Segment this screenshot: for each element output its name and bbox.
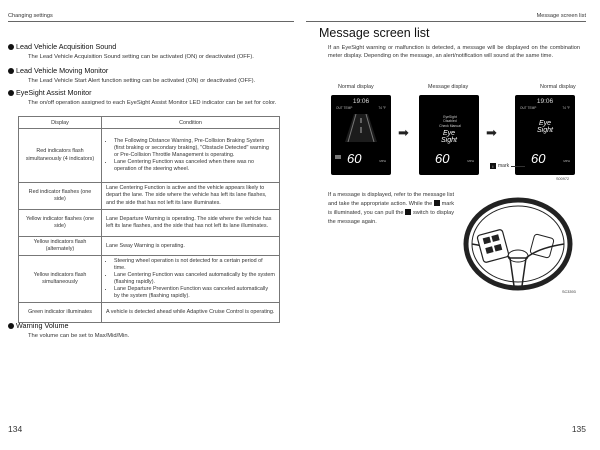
running-head: Message screen list [536,13,586,19]
bullet-icon [8,90,14,96]
table-row [19,303,280,323]
condition-item: • Steering wheel operation is not detected for a certain period of time. [114,258,275,272]
vehicle-status-icon [334,153,342,161]
display-cell: Green indicator illuminates [19,303,102,323]
right-page [300,0,600,450]
condition-cell: A vehicle is detected ahead while Adaptive Cruise Control is operating. [102,303,280,323]
section-body: The volume can be set to Max/Mid/Min. [28,333,130,339]
column-header-condition: Condition [102,117,280,129]
condition-item: • The Following Distance Warning, Pre-Collision Braking System (first braking or secondary braking), "Obstacle Detected" warning or Pre-Collision Throttle Management is operating. [114,138,275,159]
display-cell: Yellow indicator flashes (one side) [19,210,102,237]
display-cell: Yellow indicators flash (alternately) [19,237,102,256]
bullet-icon [8,68,14,74]
table-row [19,183,280,210]
page-number: 134 [8,424,23,434]
column-header-display: Display [19,117,102,129]
table-row [19,210,280,237]
table-header-row [19,117,280,129]
message-mark-icon [434,200,440,206]
condition-cell: Lane Departure Warning is operating. The side where the vehicle has left its lane flashes, and the side that has not left its lane illuminates. [102,210,280,237]
section-title: Lead Vehicle Acquisition Sound [16,42,117,51]
message-mark-icon: i [490,163,496,169]
section-lead-vehicle-acquisition-sound [8,42,280,62]
body-paragraph: If a message is displayed, refer to the message list and take the appropriate action. While the mark is illuminated, you can pull the switch to display the message again. [328,192,454,225]
bullet-icon [8,44,14,50]
clock: 19:06 [352,98,370,105]
speed-readout: 60 [435,151,450,166]
condition-cell: Lane Sway Warning is operating. [102,237,280,256]
meter-screen-normal [331,95,391,175]
section-title: Warning Volume [16,321,69,330]
display-label: Normal display [540,84,576,90]
display-label: Normal display [338,84,374,90]
condition-cell: Lane Centering Function is active and the vehicle appears likely to depart the lane. The side where the vehicle has left its lane flashes, and the side that has not left its lane illuminates. [102,183,280,210]
display-label: Message display [428,84,469,90]
switch-icon [405,209,411,215]
intro-paragraph: If an EyeSight warning or malfunction is detected, a message will be displayed on the combination meter display. Depending on the message, an alert/notification will sound at the same time. [328,45,580,60]
eyesight-assist-monitor-table [18,116,280,323]
section-eyesight-assist-monitor [8,88,280,108]
section-body: The Lead Vehicle Acquisition Sound setting can be activated (ON) or deactivated (OFF). [28,54,254,60]
message-line: Disabled [443,119,457,124]
lane-road-icon [345,114,377,142]
section-body: The on/off operation assigned to each EyeSight Assist Monitor LED indicator can be set for color. [28,100,277,106]
out-temp-value: 74 °F [562,106,570,110]
page-title: Message screen list [319,26,430,40]
header-rule [306,21,586,22]
display-cell: Red indicators flash simultaneously (4 indicators) [19,129,102,183]
message-text [433,115,467,128]
condition-cell [102,256,280,303]
bullet-icon [8,323,14,329]
speed-unit: MPH [467,159,474,163]
figure-code: SC3393 [562,290,576,294]
steering-wheel-illustration [458,186,586,296]
section-title: EyeSight Assist Monitor [16,88,92,97]
section-lead-vehicle-moving-monitor [8,66,280,86]
speed-unit: MPH [563,159,570,163]
speed-readout: 60 [347,151,362,166]
speed-unit: MPH [379,159,386,163]
condition-item: • Lane Centering Function was canceled automatically by the system (flashing rapidly). [114,272,275,286]
condition-cell [102,129,280,183]
header-rule [8,21,294,22]
mark-label: mark [498,163,510,169]
arrow-right-icon: ➡ [398,125,409,140]
speed-readout: 60 [531,151,546,166]
message-line: Check Manual [439,123,461,128]
leader-line [511,166,525,167]
out-temp-value: 74 °F [378,106,386,110]
out-temp-label: OUT TEMP [520,106,537,110]
eyesight-logo-text: Eye Sight [441,130,457,144]
table-row [19,237,280,256]
meter-screen-message [419,95,479,175]
eyesight-logo-text: Eye Sight [537,120,553,134]
running-head: Changing settings [8,13,53,19]
figure-code: S00972 [556,177,570,181]
table-row [19,256,280,303]
message-line: EyeSight [443,115,457,119]
condition-item: • Lane Departure Prevention Function was canceled automatically by the system (flashing rapidly). [114,286,275,300]
display-cell: Yellow indicators flash simultaneously [19,256,102,303]
mark-callout [490,163,525,169]
page-number: 135 [571,424,586,434]
display-cell: Red indicator flashes (one side) [19,183,102,210]
section-body: The Lead Vehicle Start Alert function setting can be activated (ON) or deactivated (OFF). [28,78,256,84]
condition-item: • Lane Centering Function was canceled when there was no operation of the steering wheel. [114,159,275,173]
arrow-right-icon: ➡ [486,125,497,140]
clock: 19:06 [536,98,554,105]
table-row [19,129,280,183]
out-temp-label: OUT TEMP [336,106,353,110]
section-title: Lead Vehicle Moving Monitor [16,66,109,75]
section-warning-volume [8,321,280,341]
